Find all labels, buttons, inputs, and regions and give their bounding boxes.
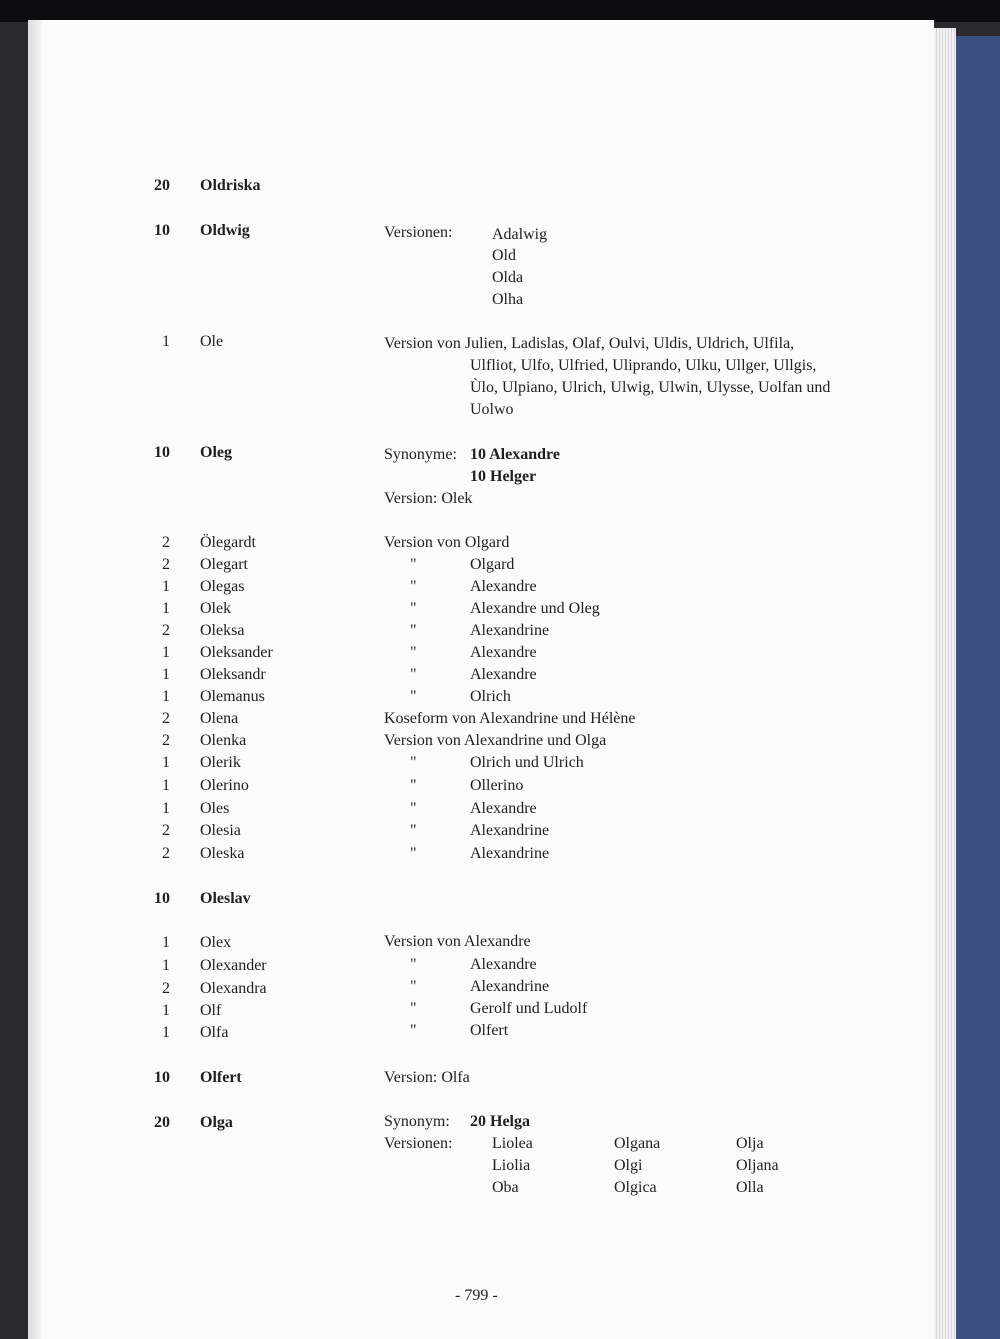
entry-version: Olla	[736, 1179, 764, 1196]
book-cover	[956, 36, 1000, 1339]
entry-reference: Alexandre und Oleg	[470, 600, 600, 617]
entry-name: Olf	[200, 1002, 222, 1019]
entry-name: Oleska	[200, 845, 245, 862]
entry-reference: Alexandre	[470, 956, 537, 973]
entry-reference: Ollerino	[470, 777, 524, 794]
ditto-mark: "	[410, 578, 417, 595]
entry-number: 20	[154, 1114, 170, 1131]
page-edges	[934, 28, 956, 1339]
entry-number: 1	[162, 800, 170, 817]
entry-name: Olfa	[200, 1024, 229, 1041]
entry-number: 2	[162, 534, 170, 551]
entry-label: Versionen:	[384, 1135, 453, 1152]
entry-name: Olemanus	[200, 688, 265, 705]
entry-number: 2	[162, 710, 170, 727]
entry-reference: Alexandrine	[470, 622, 550, 639]
entry-number: 1	[162, 777, 170, 794]
entry-description: Ùlo, Ulpiano, Ulrich, Ulwig, Ulwin, Ulysse, Uolfan und	[470, 379, 831, 396]
entry-name: Olek	[200, 600, 232, 617]
ditto-mark: "	[410, 956, 417, 973]
entry-version: Oljana	[736, 1157, 779, 1174]
entry-name: Olenka	[200, 732, 247, 749]
entry-name: Olexander	[200, 957, 267, 974]
entry-version: Olha	[492, 291, 524, 308]
ditto-mark: "	[410, 688, 417, 705]
entry-name: Ole	[200, 333, 224, 350]
entry-label: Synonym:	[384, 1113, 450, 1130]
entry-name: Oleslav	[200, 890, 251, 907]
ditto-mark: "	[410, 1022, 417, 1039]
entry-name: Olfert	[200, 1069, 242, 1086]
entry-name: Olesia	[200, 822, 241, 839]
scan-background	[0, 0, 1000, 22]
entry-number: 1	[162, 754, 170, 771]
entry-version: Olgi	[614, 1157, 643, 1174]
ditto-mark: "	[410, 777, 417, 794]
entry-version: Olgana	[614, 1135, 661, 1152]
entry-description: Ulfliot, Ulfo, Ulfried, Uliprando, Ulku, Ullger, Ullgis,	[470, 357, 817, 374]
entry-reference: Gerolf und Ludolf	[470, 1000, 588, 1017]
entry-reference: Olrich	[470, 688, 511, 705]
entry-number: 2	[162, 822, 170, 839]
entry-number: 1	[162, 600, 170, 617]
entry-name: Oleg	[200, 444, 232, 461]
entry-number: 1	[162, 578, 170, 595]
entry-name: Oleksandr	[200, 666, 266, 683]
entry-number: 2	[162, 556, 170, 573]
ditto-mark: "	[410, 822, 417, 839]
entry-description: Koseform von Alexandrine und Hélène	[384, 710, 636, 727]
entry-name: Olena	[200, 710, 239, 727]
entry-name: Olex	[200, 934, 232, 951]
entry-name: Olga	[200, 1114, 233, 1131]
entry-synonym: 10 Alexandre	[470, 446, 560, 463]
entry-version: Olgica	[614, 1179, 657, 1196]
entry-name: Olerik	[200, 754, 241, 771]
entry-number: 2	[162, 622, 170, 639]
entry-version: Olja	[736, 1135, 764, 1152]
entry-version: Liolia	[492, 1157, 531, 1174]
entry-description: Uolwo	[470, 401, 514, 418]
entry-name: Oldriska	[200, 177, 261, 194]
ditto-mark: "	[410, 754, 417, 771]
entry-name: Olexandra	[200, 980, 267, 997]
entry-reference: Alexandre	[470, 644, 537, 661]
entry-number: 2	[162, 845, 170, 862]
entry-reference: Olrich und Ulrich	[470, 754, 584, 771]
entry-number: 1	[162, 333, 170, 350]
entry-name: Oleksander	[200, 644, 273, 661]
entry-name: Oleksa	[200, 622, 245, 639]
entry-reference: Olfert	[470, 1022, 509, 1039]
entry-number: 20	[154, 177, 170, 194]
entry-reference: Alexandre	[470, 578, 537, 595]
entry-reference: Alexandre	[470, 800, 537, 817]
entry-number: 10	[154, 890, 170, 907]
entry-version: Old	[492, 247, 516, 264]
ditto-mark: "	[410, 845, 417, 862]
entry-label: Synonyme:	[384, 446, 457, 463]
page-gutter	[28, 20, 42, 1339]
entry-name: Olegas	[200, 578, 245, 595]
entry-label: Versionen:	[384, 224, 453, 241]
entry-description: Version von Julien, Ladislas, Olaf, Oulvi, Uldis, Uldrich, Ulfila,	[384, 335, 795, 352]
entry-description: Version von Alexandrine und Olga	[384, 732, 607, 749]
ditto-mark: "	[410, 556, 417, 573]
entry-reference: Alexandrine	[470, 978, 550, 995]
entry-description: Version von Alexandre	[384, 933, 531, 950]
entry-description: Version von Olgard	[384, 534, 510, 551]
entry-reference: Alexandrine	[470, 822, 550, 839]
entry-version: Adalwig	[492, 226, 548, 243]
entry-number: 1	[162, 957, 170, 974]
ditto-mark: "	[410, 600, 417, 617]
ditto-mark: "	[410, 1000, 417, 1017]
entry-name: Olerino	[200, 777, 249, 794]
entry-number: 2	[162, 980, 170, 997]
entry-synonym: 20 Helga	[470, 1113, 530, 1130]
ditto-mark: "	[410, 644, 417, 661]
entry-synonym: 10 Helger	[470, 468, 537, 485]
entry-version: Oba	[492, 1179, 519, 1196]
ditto-mark: "	[410, 800, 417, 817]
entry-name: Olegart	[200, 556, 248, 573]
entry-number: 1	[162, 1024, 170, 1041]
entry-name: Oles	[200, 800, 230, 817]
entry-reference: Alexandre	[470, 666, 537, 683]
ditto-mark: "	[410, 666, 417, 683]
entry-description: Version: Olek	[384, 490, 473, 507]
entry-version: Olda	[492, 269, 524, 286]
entry-reference: Olgard	[470, 556, 515, 573]
ditto-mark: "	[410, 622, 417, 639]
entry-number: 1	[162, 688, 170, 705]
entry-number: 1	[162, 644, 170, 661]
entry-number: 1	[162, 666, 170, 683]
entry-number: 1	[162, 934, 170, 951]
entry-name: Oldwig	[200, 222, 250, 239]
ditto-mark: "	[410, 978, 417, 995]
entry-name: Ölegardt	[200, 534, 256, 551]
entry-number: 1	[162, 1002, 170, 1019]
entry-number: 2	[162, 732, 170, 749]
page-number: - 799 -	[455, 1287, 498, 1304]
entry-number: 10	[154, 444, 170, 461]
entry-number: 10	[154, 222, 170, 239]
entry-reference: Alexandrine	[470, 845, 550, 862]
entry-number: 10	[154, 1069, 170, 1086]
entry-version: Liolea	[492, 1135, 533, 1152]
entry-description: Version: Olfa	[384, 1069, 470, 1086]
